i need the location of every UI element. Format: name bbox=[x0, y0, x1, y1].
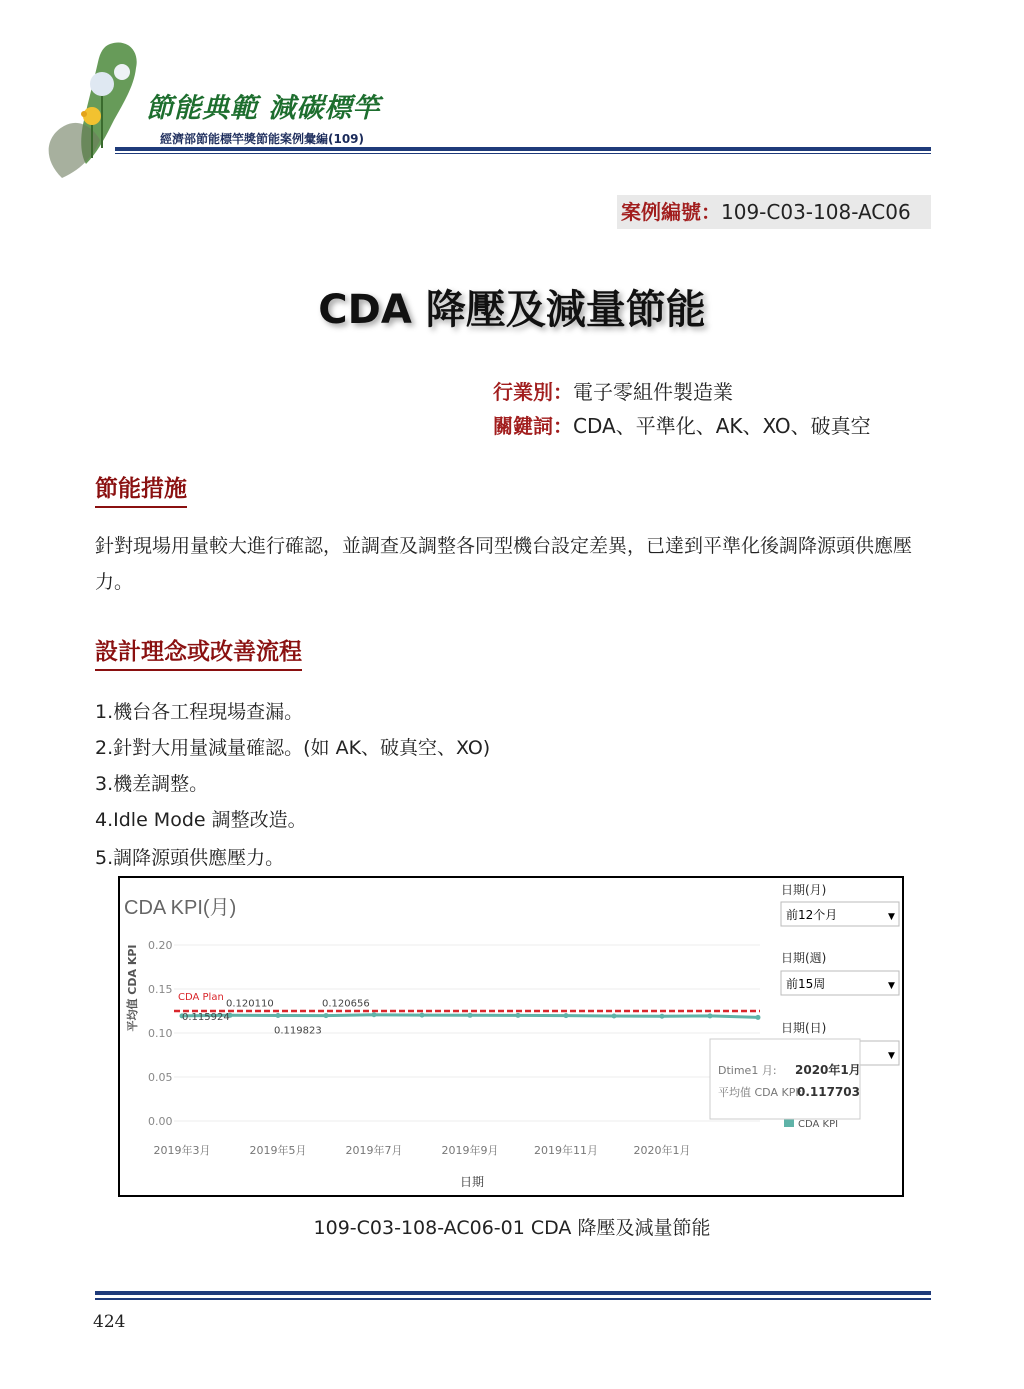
legend-swatch bbox=[784, 1119, 794, 1127]
keywords-label: 關鍵詞： bbox=[493, 414, 573, 438]
filter-month-value: 前12个月 bbox=[786, 908, 838, 922]
cda-plan-label: CDA Plan bbox=[178, 992, 224, 1003]
tooltip-kpi-label: 平均值 CDA KPI: bbox=[718, 1086, 803, 1099]
case-number-value: 109-C03-108-AC06 bbox=[721, 200, 911, 224]
data-point bbox=[612, 1014, 617, 1019]
process-step: 5.調降源頭供應壓力。 bbox=[95, 847, 285, 869]
filter-month-label: 日期(月) bbox=[781, 883, 827, 897]
data-point bbox=[708, 1013, 713, 1018]
data-point bbox=[372, 1012, 377, 1017]
y-tick-label: 0.00 bbox=[148, 1115, 173, 1128]
process-step: 2.針對大用量減量確認。(如 AK、破真空、XO) bbox=[95, 737, 491, 759]
tooltip-month-value: 2020年1月 bbox=[795, 1063, 861, 1077]
x-tick-label: 2019年9月 bbox=[441, 1144, 499, 1157]
x-tick-label: 2019年7月 bbox=[345, 1144, 403, 1157]
industry-line bbox=[493, 376, 733, 405]
data-point bbox=[276, 1013, 281, 1018]
brand-subtitle: 經濟部節能標竿獎節能案例彙編(109) bbox=[160, 132, 365, 146]
x-tick-label: 2019年3月 bbox=[153, 1144, 211, 1157]
data-point bbox=[324, 1013, 329, 1018]
data-point bbox=[516, 1013, 521, 1018]
page-title: CDA 降壓及減量節能 bbox=[318, 287, 706, 333]
header-rule-thick bbox=[115, 147, 931, 151]
figure-caption: 109-C03-108-AC06-01 CDA 降壓及減量節能 bbox=[313, 1217, 711, 1239]
chart-title: CDA KPI(月) bbox=[124, 897, 237, 919]
keywords-value: CDA、平準化、AK、XO、破真空 bbox=[573, 414, 871, 438]
data-point bbox=[756, 1015, 761, 1020]
keywords-line bbox=[493, 410, 871, 439]
footer-rule-thick bbox=[95, 1291, 931, 1295]
footer-rule-thin bbox=[95, 1298, 931, 1300]
data-label: 0.120656 bbox=[322, 998, 370, 1010]
y-tick-label: 0.05 bbox=[148, 1071, 173, 1084]
process-step: 4.Idle Mode 調整改造。 bbox=[95, 809, 307, 831]
page-number: 424 bbox=[93, 1312, 126, 1332]
data-point bbox=[468, 1013, 473, 1018]
data-tooltip bbox=[710, 1039, 861, 1119]
data-label: 0.119823 bbox=[274, 1025, 322, 1037]
tooltip-month-label: Dtime1 月: bbox=[718, 1064, 777, 1077]
chevron-down-icon: ▼ bbox=[888, 912, 895, 922]
data-label: 0.115924 bbox=[182, 1011, 230, 1023]
x-tick-label: 2020年1月 bbox=[633, 1144, 691, 1157]
measures-paragraph: 針對現場用量較大進行確認，並調查及調整各同型機台設定差異，已達到平準化後調降源頭供應壓力。 bbox=[95, 535, 913, 593]
filter-day-label: 日期(日) bbox=[781, 1021, 827, 1035]
data-point bbox=[564, 1013, 569, 1018]
chevron-down-icon: ▼ bbox=[888, 1051, 895, 1061]
header-rule-thin bbox=[115, 153, 931, 154]
y-tick-label: 0.10 bbox=[148, 1027, 173, 1040]
filter-week-value: 前15周 bbox=[786, 977, 826, 991]
y-axis-label: 平均值 CDA KPI bbox=[126, 944, 139, 1032]
cda-kpi-chart bbox=[118, 876, 904, 1197]
data-point bbox=[420, 1013, 425, 1018]
case-number-label: 案例編號： bbox=[621, 200, 721, 224]
industry-value: 電子零組件製造業 bbox=[573, 380, 733, 404]
process-step: 1.機台各工程現場查漏。 bbox=[95, 701, 304, 723]
process-step: 3.機差調整。 bbox=[95, 773, 209, 795]
tooltip-box bbox=[710, 1039, 860, 1119]
x-tick-label: 2019年11月 bbox=[534, 1144, 598, 1157]
chevron-down-icon: ▼ bbox=[888, 981, 895, 991]
industry-label: 行業別： bbox=[493, 380, 573, 404]
section-heading-process: 設計理念或改善流程 bbox=[95, 637, 302, 671]
x-axis-label: 日期 bbox=[459, 1175, 485, 1189]
chart-canvas bbox=[120, 878, 902, 1195]
case-number bbox=[617, 195, 931, 229]
data-point bbox=[660, 1014, 665, 1019]
x-tick-label: 2019年5月 bbox=[249, 1144, 307, 1157]
y-tick-label: 0.15 bbox=[148, 983, 173, 996]
brand-title: 節能典範 減碳標竿 bbox=[146, 93, 381, 124]
filter-week-label: 日期(週) bbox=[781, 951, 827, 965]
filter-month bbox=[781, 882, 899, 926]
legend-entry: CDA KPI bbox=[798, 1119, 839, 1130]
section-heading-measures: 節能措施 bbox=[95, 474, 187, 508]
y-tick-label: 0.20 bbox=[148, 939, 173, 952]
data-label: 0.120110 bbox=[226, 998, 274, 1010]
filter-week bbox=[781, 950, 899, 995]
tooltip-kpi-value: 0.117703 bbox=[797, 1085, 861, 1099]
